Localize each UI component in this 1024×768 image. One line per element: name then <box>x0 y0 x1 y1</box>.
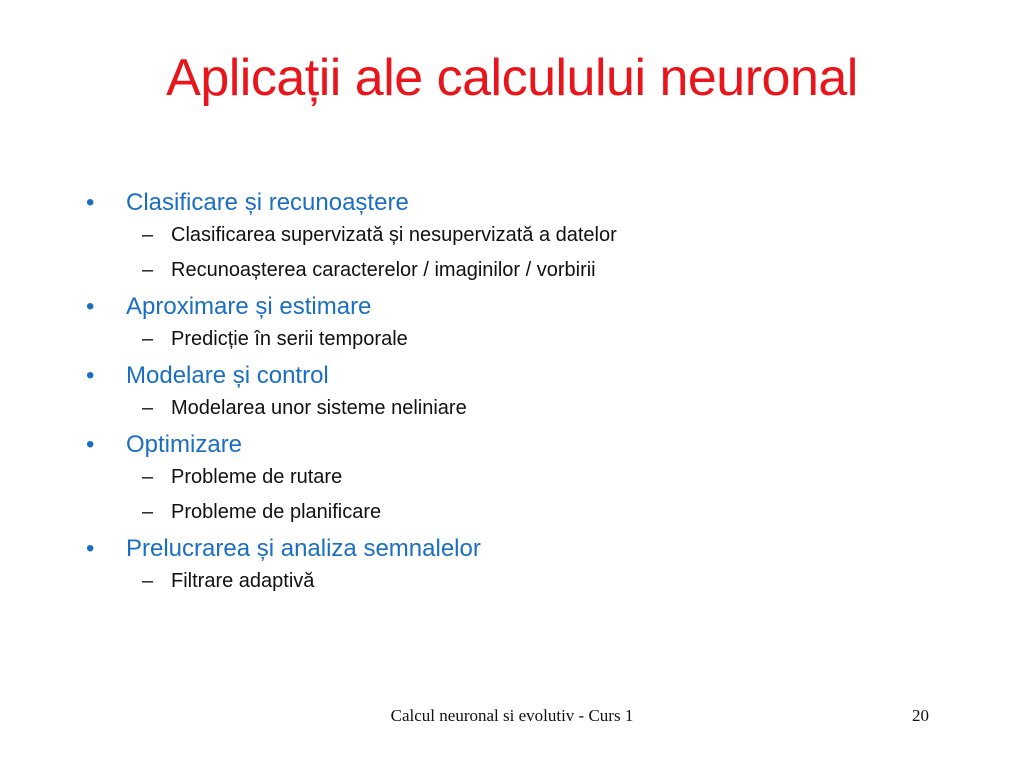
bullet-dot-icon: • <box>86 362 95 389</box>
bullet-list <box>86 188 986 594</box>
sub-bullet-list <box>126 568 986 594</box>
dash-icon: – <box>142 397 154 419</box>
sub-bullet-list <box>126 464 986 525</box>
sub-bullet-item <box>126 499 986 525</box>
dash-icon: – <box>142 466 154 488</box>
sub-bullet-label: Probleme de planificare <box>171 501 382 523</box>
dash-icon: – <box>142 501 154 523</box>
sub-bullet-label: Predicție în serii temporale <box>171 328 408 350</box>
sub-bullet-item <box>126 257 986 283</box>
sub-bullet-list <box>126 395 986 421</box>
page-number: 20 <box>912 706 929 725</box>
sub-bullet-list <box>126 326 986 352</box>
bullet-item <box>86 430 986 525</box>
bullet-item <box>86 188 986 283</box>
footer-course-title: Calcul neuronal si evolutiv - Curs 1 <box>390 706 634 725</box>
bullet-label: Aproximare și estimare <box>126 293 372 320</box>
sub-bullet-label: Probleme de rutare <box>171 466 343 488</box>
bullet-label: Prelucrarea și analiza semnalelor <box>126 535 481 562</box>
sub-bullet-item <box>126 222 986 248</box>
sub-bullet-item <box>126 326 986 352</box>
bullet-dot-icon: • <box>86 189 95 216</box>
bullet-dot-icon: • <box>86 293 95 320</box>
sub-bullet-label: Recunoașterea caracterelor / imaginilor / vorbirii <box>171 259 596 281</box>
sub-bullet-item <box>126 395 986 421</box>
bullet-label: Optimizare <box>126 431 243 458</box>
bullet-dot-icon: • <box>86 431 95 458</box>
sub-bullet-item <box>126 464 986 490</box>
sub-bullet-list <box>126 222 986 283</box>
slide-title: Aplicații ale calculului neuronal <box>166 49 858 107</box>
bullet-item <box>86 361 986 421</box>
sub-bullet-item <box>126 568 986 594</box>
sub-bullet-label: Modelarea unor sisteme neliniare <box>171 397 467 419</box>
dash-icon: – <box>142 224 154 246</box>
sub-bullet-label: Filtrare adaptivă <box>171 570 315 592</box>
dash-icon: – <box>142 259 154 281</box>
bullet-dot-icon: • <box>86 535 95 562</box>
bullet-item <box>86 534 986 594</box>
dash-icon: – <box>142 328 154 350</box>
bullet-label: Clasificare și recunoaștere <box>126 189 409 216</box>
dash-icon: – <box>142 570 154 592</box>
bullet-item <box>86 292 986 352</box>
bullet-label: Modelare și control <box>126 362 329 389</box>
sub-bullet-label: Clasificarea supervizată și nesupervizată a datelor <box>171 224 617 246</box>
